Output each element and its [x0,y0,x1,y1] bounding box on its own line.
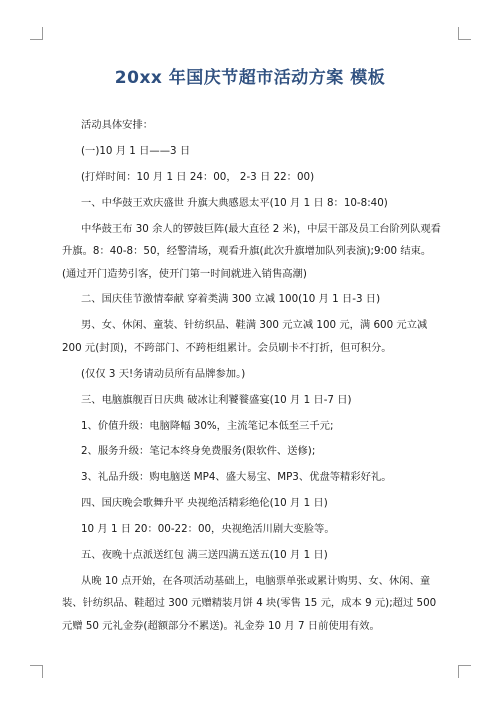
paragraph-closing-time: (打烊时间：10 月 1 日 24：00， 2-3 日 22：00) [81,170,315,183]
paragraph-section-3-item-3: 3、礼品升级：购电脑送 MP4、盛大易宝、MP3、优盘等精彩好礼。 [81,471,392,484]
document-title: 20xx 年国庆节超市活动方案 模板 [114,68,386,88]
paragraph-section-4-body: 10 月 1 日 20：00-22：00，央视绝活川剧大变脸等。 [81,523,335,536]
paragraph-section-5-body: 从晚 10 点开始，在各项活动基础上，电脑票单张或累计购男、女、休闲、童装、针纺织品、鞋超过 300 元赠精装月饼 4 块(零售 15 元，成本 9 元);超过 500 元赠 50 元礼金券(超额部分不累送)。礼金券 10 月 7 日前使用有效。 [62,574,437,632]
paragraph-section-4-heading: 四、国庆晚会歌舞升平 央视绝活精彩绝伦(10 月 1 日) [81,497,328,510]
page-corner-mark-top-right [458,27,471,40]
paragraph-section-5-heading: 五、夜晚十点派送红包 满三送四满五送五(10 月 1 日) [81,548,328,561]
paragraph-section-2-note: (仅仅 3 天!务请动员所有品牌参加。) [81,367,246,380]
paragraph-section-2-heading: 二、国庆佳节激情奉献 穿着类满 300 立减 100(10 月 1 日-3 日) [81,293,381,306]
paragraph-section-1-body: 中华鼓王布 30 余人的锣鼓巨阵(最大直径 2 米)，中层干部及员工台阶列队观看升旗。8：40-8：50，经警清场，观看升旗(此次升旗增加队列表演);9:00 结束。(通过开门造势引客，使开门第一时间就进入销售高潮) [62,222,441,280]
page-corner-mark-bottom-right [458,665,471,678]
paragraph-date-range: (一)10 月 1 日——3 日 [81,144,191,157]
paragraph-schedule-heading: 活动具体安排： [81,119,154,131]
paragraph-section-1-heading: 一、中华鼓王欢庆盛世 升旗大典感恩太平(10 月 1 日 8：10-8:40) [81,196,388,209]
paragraph-section-2-body: 男、女、休闲、童装、针纺织品、鞋满 300 元立减 100 元，满 600 元立减 200 元(封顶)，不跨部门、不跨柜组累计。会员刷卡不打折，但可积分。 [62,319,428,354]
paragraph-section-3-item-2: 2、服务升级：笔记本终身免费服务(限软件、送修); [81,445,316,458]
page-corner-mark-top-left [30,27,43,40]
document-body [62,114,442,641]
page-corner-mark-bottom-left [30,665,43,678]
paragraph-section-3-item-1: 1、价值升级：电脑降幅 30%，主流笔记本低至三千元; [81,419,334,432]
paragraph-section-3-heading: 三、电脑旗舰百日庆典 破冰让利饕餮盛宴(10 月 1 日-7 日) [81,393,352,406]
